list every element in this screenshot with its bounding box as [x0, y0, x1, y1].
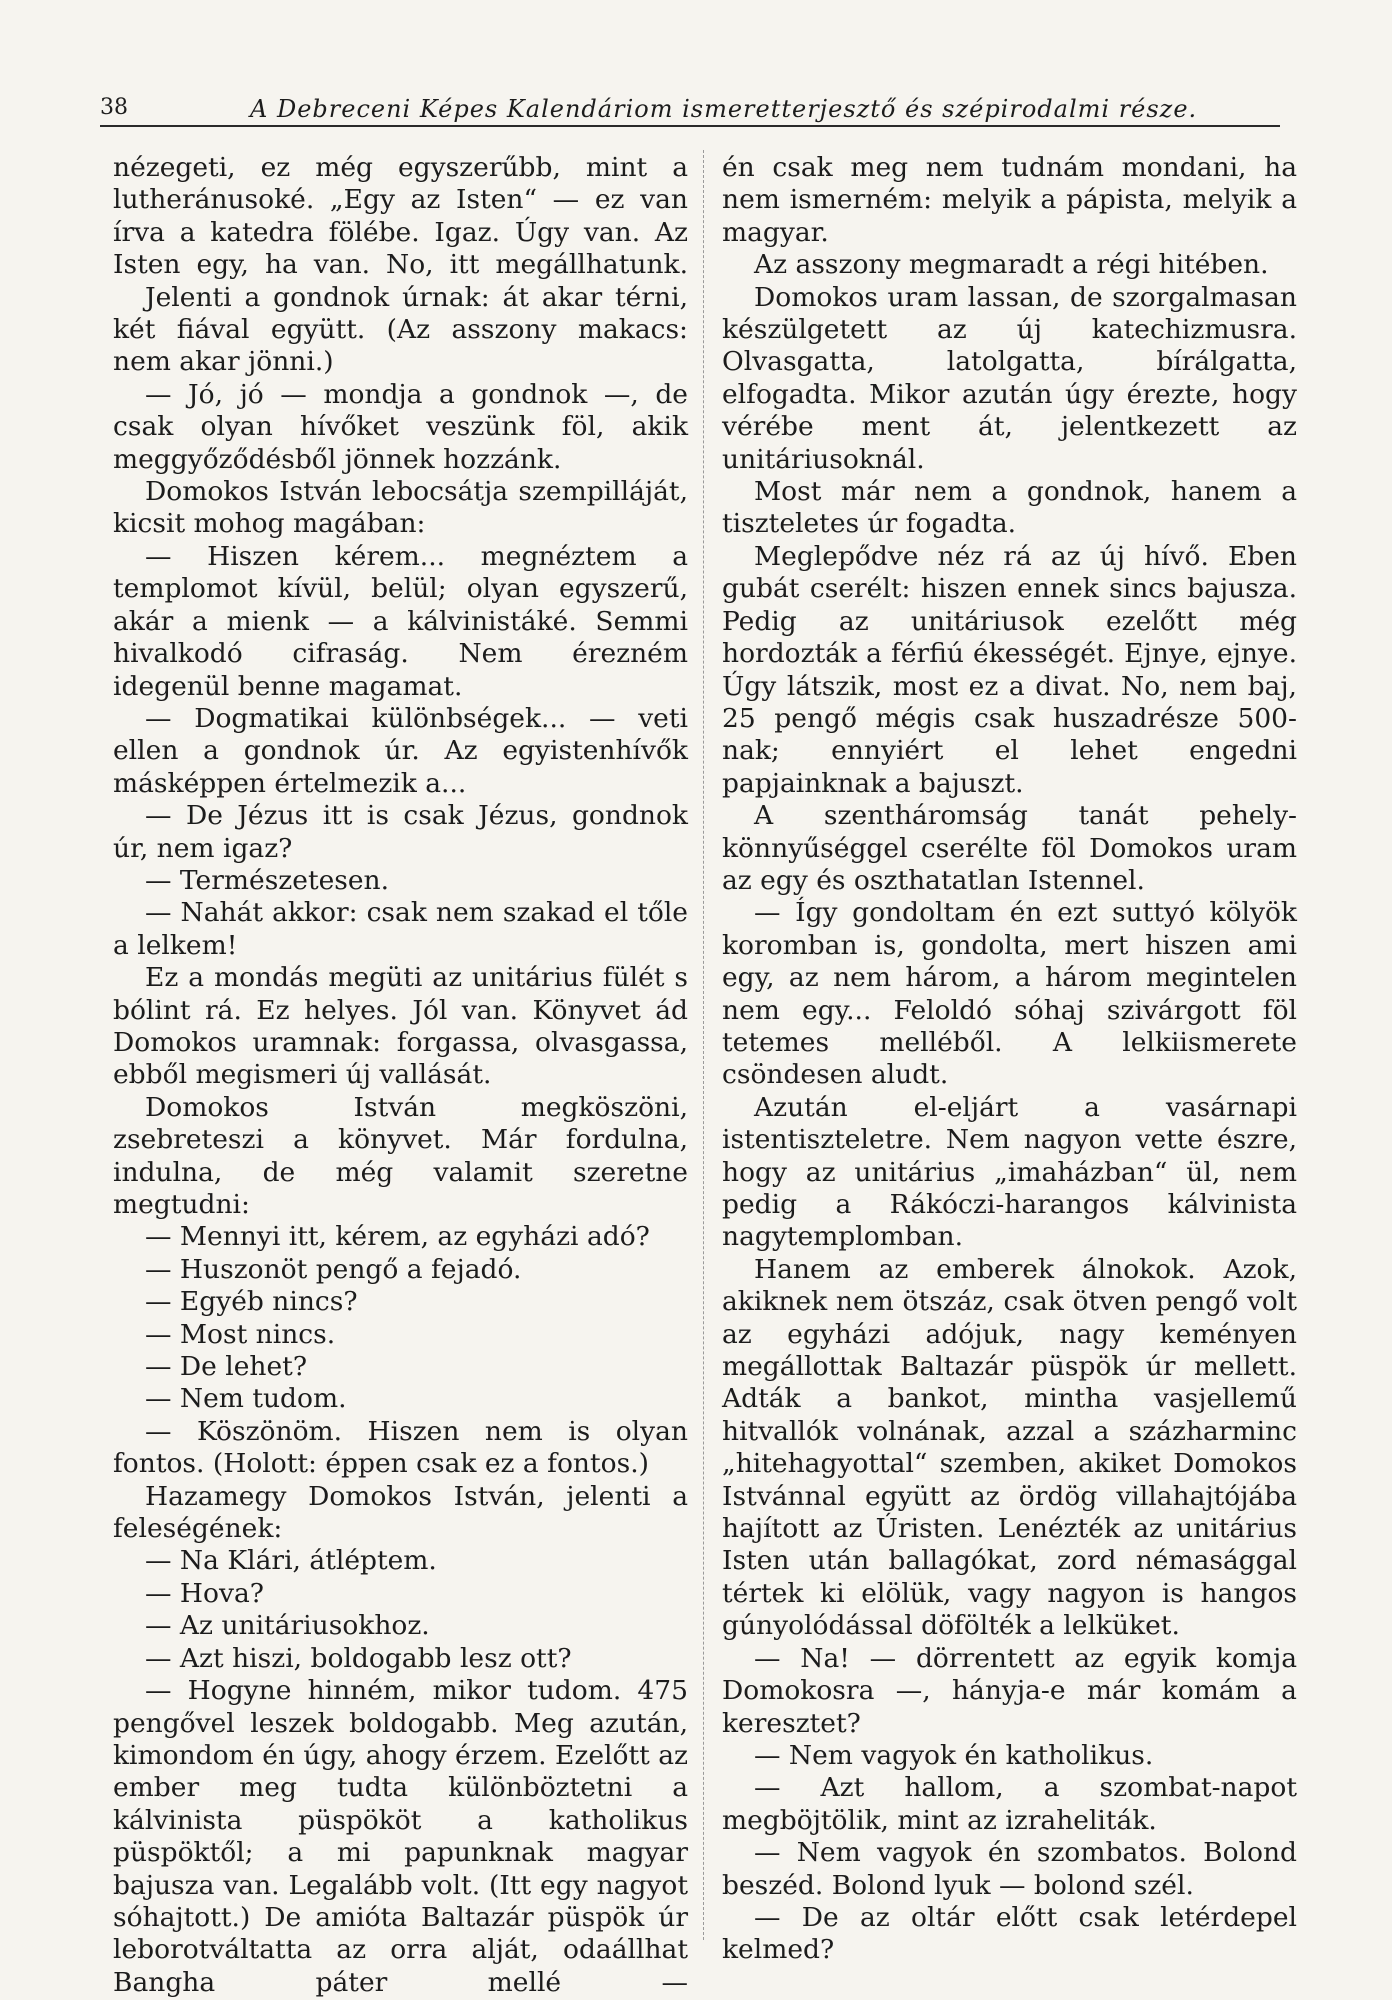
running-header	[100, 95, 1280, 127]
paragraph: nézegeti, ez még egyszerűbb, mint a lutheránusoké. „Egy az Isten“ — ez van írva a katedra fölébe. Igaz. Úgy van. Az Isten egy, ha van. No, itt megállhatunk.	[113, 152, 688, 281]
paragraph: — De Jézus itt is csak Jézus, gondnok úr, nem igaz?	[113, 800, 688, 864]
paragraph: Domokos István lebocsátja szempilláját, kicsit mohog magában:	[113, 476, 688, 540]
paragraph: — Most nincs.	[145, 1318, 336, 1350]
paragraph: — Mennyi itt, kérem, az egyházi adó?	[145, 1221, 650, 1253]
paragraph: Az asszony megmaradt a régi hitében.	[754, 249, 1269, 281]
paragraph: — Jó, jó — mondja a gondnok —, de csak olyan hívőket veszünk föl, akik meggyőződésből jönnek hozzánk.	[113, 378, 688, 475]
paragraph: Most már nem a gondnok, hanem a tiszteletes úr fogadta.	[722, 476, 1297, 540]
paragraph: — Természetesen.	[145, 864, 390, 896]
paragraph: — Hogyne hinném, mikor tudom. 475 pengővel leszek boldogabb. Meg azután, kimondom én úgy, ahogy érzem. Ezelőtt az ember meg tudta különböztetni a kálvinista püspököt a katholikus püspöktől; a mi papunknak magyar bajusza van. Legalább volt. (Itt egy nagyot sóhajtott.) De amióta Baltazár püspök úr leborotváltatta az orra alját, odaállhat Bangha páter mellé —	[113, 1675, 688, 1998]
paragraph: — Na! — dörrentett az egyik komja Domokosra —, hányja-e már komám a keresztet?	[722, 1642, 1297, 1739]
paragraph: Hanem az emberek álnokok. Azok, akiknek nem ötszáz, csak ötven pengő volt az egyházi adójuk, nagy keményen megállottak Baltazár püspök úr mellett. Adták a bankot, mintha vasjellemű hitvallók volnának, azzal a százharminc „hitehagyottal“ szemben, akiket Domokos Istvánnal együtt az ördög villahajtójába hajított az Úristen. Lenézték az unitárius Isten után ballagókat, zord némasággal tértek ki elölük, vagy nagyon is hangos gúnyolódással döfölték a lelküket.	[722, 1253, 1297, 1642]
paragraph: — De lehet?	[145, 1351, 308, 1383]
paragraph: Meglepődve néz rá az új hívő. Eben gubát cserélt: hiszen ennek sincs bajusza. Pedig az unitáriusok ezelőtt még hordozták a férfiú ékességét. Ejnye, ejnye. Úgy látszik, most ez a divat. No, nem baj, 25 pengő mégis csak huszadrésze 500-nak; ennyiért el lehet engedni papjainknak a bajuszt.	[722, 540, 1297, 799]
paragraph: A szentháromság tanát pehely-könnyűséggel cserélte föl Domokos uram az egy és oszthatatlan Istennel.	[722, 800, 1297, 896]
paragraph: — Huszonöt pengő a fejadó.	[145, 1253, 522, 1285]
paragraph: Ez a mondás megüti az unitárius fülét s bólint rá. Ez helyes. Jól van. Könyvet ád Domokos uramnak: forgassa, olvasgassa, ebből megismeri új vallását.	[113, 962, 688, 1091]
paragraph: — Az unitáriusokhoz.	[145, 1610, 430, 1642]
paragraph: — Nahát akkor: csak nem szakad el tőle a lelkem!	[113, 897, 688, 961]
paragraph: Azután el-eljárt a vasárnapi istentiszteletre. Nem nagyon vette észre, hogy az unitárius „imaházban“ ül, nem pedig a Rákóczi-harangos kálvinista nagytemplomban.	[722, 1091, 1297, 1253]
paragraph: — Azt hallom, a szombat-napot megböjtölik, mint az izraheliták.	[722, 1772, 1297, 1836]
paragraph: — Dogmatikai különbségek... — veti ellen a gondnok úr. Az egyistenhívők másképpen értelmezik a...	[113, 702, 688, 799]
paragraph: — Nem tudom.	[145, 1383, 347, 1415]
paragraph: Domokos uram lassan, de szorgalmasan készülgetett az új katechizmusra. Olvasgatta, latolgatta, bírálgatta, elfogadta. Mikor azután úgy érezte, hogy vérébe ment át, jelentkezett az unitáriusoknál.	[722, 281, 1297, 475]
paragraph: én csak meg nem tudnám mondani, ha nem ismerném: melyik a pápista, melyik a magyar.	[722, 152, 1297, 248]
column-divider	[703, 150, 704, 1940]
page-number: 38	[100, 95, 128, 120]
paragraph: — Hiszen kérem... megnéztem a templomot kívül, belül; olyan egyszerű, akár a mienk — a kálvinistáké. Semmi hivalkodó cifraság. Nem érezném idegenül benne magamat.	[113, 540, 688, 702]
paragraph: Hazamegy Domokos István, jelenti a feleségének:	[113, 1480, 688, 1545]
paragraph: — Így gondoltam én ezt suttyó kölyök koromban is, gondolta, mert hiszen ami egy, az nem három, a három megintelen nem egy... Feloldó sóhaj szivárgott föl tetemes melléből. A lelkiismerete csöndesen aludt.	[722, 897, 1297, 1091]
paragraph: — Egyéb nincs?	[145, 1286, 358, 1318]
paragraph: — De az oltár előtt csak letérdepel kelmed?	[722, 1901, 1297, 1966]
right-column	[722, 152, 1297, 1967]
paragraph: Domokos István megköszöni, zsebreteszi a könyvet. Már fordulna, indulna, de még valamit szeretne megtudni:	[113, 1091, 688, 1220]
paragraph: — Na Klári, átléptem.	[145, 1545, 437, 1577]
paragraph: — Azt hiszi, boldogabb lesz ott?	[145, 1642, 572, 1674]
paragraph: — Köszönöm. Hiszen nem is olyan fontos. (Holott: éppen csak ez a fontos.)	[113, 1415, 688, 1480]
paragraph: — Hova?	[145, 1577, 264, 1609]
paragraph: — Nem vagyok én katholikus.	[754, 1739, 1154, 1771]
paragraph: — Nem vagyok én szombatos. Bolond beszéd. Bolond lyuk — bolond szél.	[722, 1837, 1297, 1901]
left-column	[113, 152, 688, 1999]
paragraph: Jelenti a gondnok úrnak: át akar térni, két fiával együtt. (Az asszony makacs: nem akar jönni.)	[113, 281, 688, 378]
running-title: A Debreceni Képes Kalendáriom ismeretterjesztő és szépirodalmi része.	[250, 95, 1198, 123]
